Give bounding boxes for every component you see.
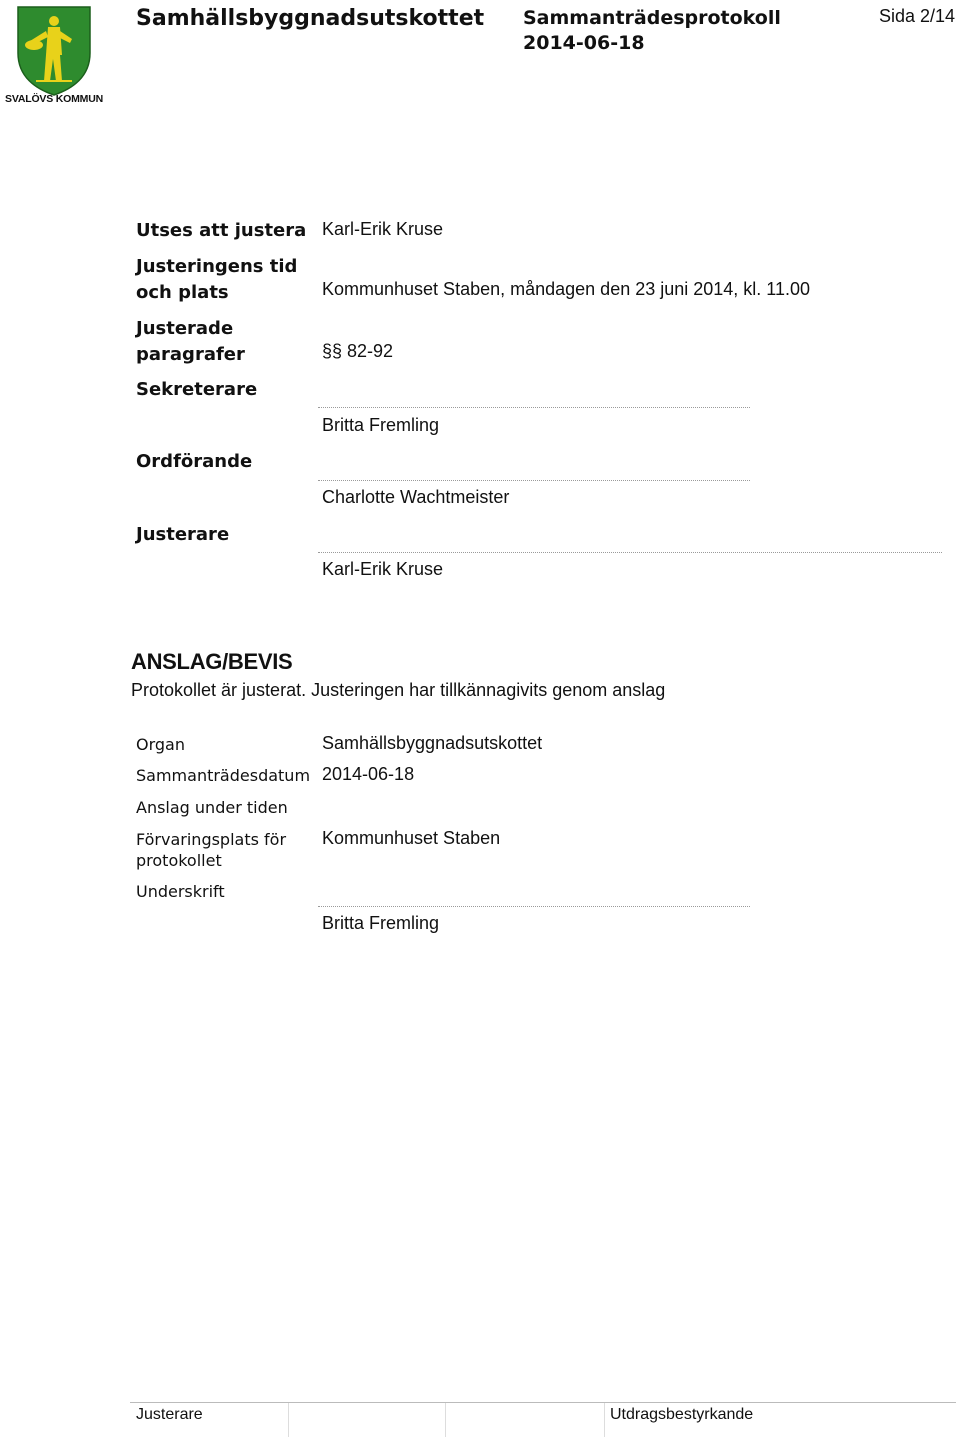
utses-value: Karl-Erik Kruse bbox=[322, 219, 444, 239]
signature-line-underskrift bbox=[318, 906, 750, 907]
ordforande-label: Ordförande bbox=[136, 451, 253, 472]
signature-line-sekreterare bbox=[318, 407, 750, 408]
document-date: 2014-06-18 bbox=[523, 32, 645, 54]
committee-title: Samhällsbyggnadsutskottet bbox=[136, 6, 485, 31]
underskrift-label: Underskrift bbox=[136, 882, 225, 901]
utses-label: Utses att justera bbox=[136, 220, 307, 241]
signature-line-ordforande bbox=[318, 480, 750, 481]
underskrift-name: Britta Fremling bbox=[322, 913, 440, 933]
ordforande-name: Charlotte Wachtmeister bbox=[322, 487, 510, 507]
page-number: Sida 2/14 bbox=[878, 6, 955, 26]
tid-label bbox=[136, 254, 297, 306]
datum-value: 2014-06-18 bbox=[322, 764, 415, 784]
paragrafer-label-line-2: paragrafer bbox=[136, 344, 245, 365]
forvaring-label-line-1: Förvaringsplats för bbox=[136, 830, 287, 849]
organ-label: Organ bbox=[136, 735, 185, 754]
footer-box-divider bbox=[288, 1403, 289, 1437]
sekreterare-name: Britta Fremling bbox=[322, 415, 440, 435]
forvaring-label bbox=[136, 829, 286, 871]
tid-label-line-2: och plats bbox=[136, 282, 229, 303]
footer-box-divider bbox=[445, 1403, 446, 1437]
footer-signature-boxes bbox=[130, 1402, 956, 1437]
document-type: Sammanträdesprotokoll bbox=[523, 7, 781, 29]
forvaring-label-line-2: protokollet bbox=[136, 851, 222, 870]
tid-label-line-1: Justeringens tid bbox=[136, 256, 298, 277]
justerare-name: Karl-Erik Kruse bbox=[322, 559, 444, 579]
datum-label: Sammanträdesdatum bbox=[136, 766, 311, 785]
anslag-period-label: Anslag under tiden bbox=[136, 798, 288, 817]
signature-line-justerare bbox=[318, 552, 942, 553]
logo-text: SVALÖVS KOMMUN bbox=[5, 93, 103, 105]
tid-value: Kommunhuset Staben, måndagen den 23 juni 2014, kl. 11.00 bbox=[322, 279, 811, 299]
organ-value: Samhällsbyggnadsutskottet bbox=[322, 733, 543, 753]
document-header bbox=[523, 6, 781, 56]
footer-justerare: Justerare bbox=[136, 1406, 203, 1423]
anslag-title: ANSLAG/BEVIS bbox=[131, 649, 293, 674]
anslag-text: Protokollet är justerat. Justeringen har tillkännagivits genom anslag bbox=[131, 680, 666, 700]
justerare-label: Justerare bbox=[136, 524, 230, 545]
forvaring-value: Kommunhuset Staben bbox=[322, 828, 501, 848]
paragrafer-value: §§ 82-92 bbox=[322, 341, 394, 361]
footer-utdragsbestyrkande: Utdragsbestyrkande bbox=[610, 1406, 754, 1423]
paragrafer-label bbox=[136, 316, 245, 368]
municipality-logo bbox=[0, 5, 108, 107]
footer-box-divider bbox=[604, 1403, 605, 1437]
sekreterare-label: Sekreterare bbox=[136, 379, 258, 400]
paragrafer-label-line-1: Justerade bbox=[136, 318, 234, 339]
coat-of-arms-icon bbox=[0, 5, 108, 97]
